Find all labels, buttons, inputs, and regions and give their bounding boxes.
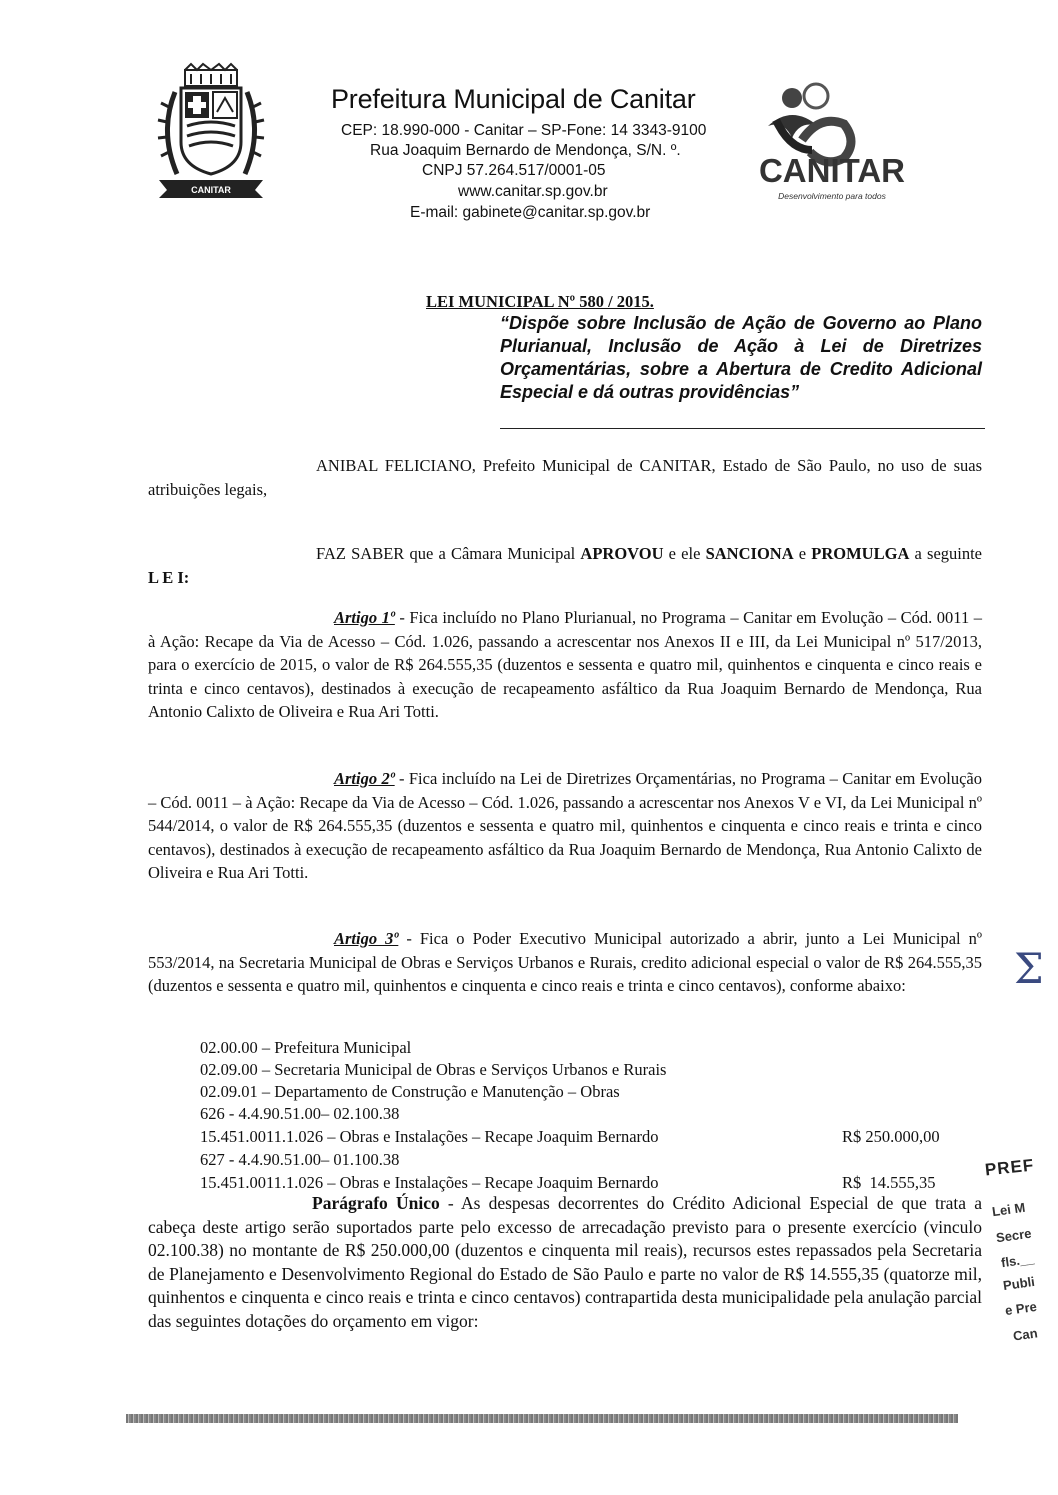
article-2-label: Artigo 2º (334, 769, 395, 788)
aprovou-text: APROVOU (580, 544, 664, 563)
intro-paragraph: ANIBAL FELICIANO, Prefeito Municipal de CANITAR, Estado de São Paulo, no uso de suas atribuições legais, (148, 456, 982, 499)
margin-stamp-line: Lei M (991, 1199, 1027, 1220)
coat-of-arms-image (155, 62, 267, 202)
article-2-text: - Fica incluído na Lei de Diretrizes Orçamentárias, no Programa – Canitar em Evolução – Cód. 0011 – à Ação: Recape da Via de Acesso – Cód. 1.026, passando a acrescentar nos Anexos V e VI, da Lei Municipal nº 544/2014, o valor de R$ 264.555,35 (duzentos e sessenta e quatro mil, quinhentos e cinquenta e cinco reais e trinta e cinco centavos), destinados à execução de recapeamento asfáltico da Rua Joaquim Bernardo de Mendonça, Rua Antonio Calixto de Oliveira e Rua Ari Totti. (148, 769, 982, 882)
promulgation-text-4: a seguinte (909, 544, 983, 563)
budget-line-7: 15.451.0011.1.026 – Obras e Instalações – Recape Joaquim Bernardo (200, 1173, 659, 1192)
margin-stamp-title: PREF (984, 1155, 1036, 1180)
header-title: Prefeitura Municipal de Canitar (331, 84, 696, 114)
sanciona-text: SANCIONA (705, 544, 794, 563)
promulga-text: PROMULGA (811, 544, 910, 563)
article-1-text: - Fica incluído no Plano Plurianual, no Programa – Canitar em Evolução – Cód. 0011 – à Ação: Recape da Via de Acesso – Cód. 1.026, passando a acrescentar nos Anexos II e III, da Lei Municipal nº 517/2013, para o exercício de 2015, o valor de R$ 264.555,35 (duzentos e sessenta e quatro mil, quinhentos e cinquenta e cinco reais e trinta e cinco centavos), destinados à execução de recapeamento asfáltico da Rua Joaquim Bernardo de Mendonça, Rua Antonio Calixto de Oliveira e Rua Ari Totti. (148, 608, 982, 721)
logo-wordmark: CANITAR (758, 152, 906, 189)
budget-line-6: 627 - 4.4.90.51.00– 01.100.38 (200, 1150, 400, 1169)
article-3 (148, 927, 982, 998)
budget-line-5: 15.451.0011.1.026 – Obras e Instalações – Recape Joaquim Bernardo (200, 1127, 659, 1146)
promulgation-text-2: e ele (663, 544, 706, 563)
article-3-text: - Fica o Poder Executivo Municipal autorizado a abrir, junto a Lei Municipal nº 553/2014, na Secretaria Municipal de Obras e Serviços Urbanos e Rurais, credito adicional especial o valor de R$ 264.555,35 (duzentos e sessenta e quatro mil, quinhentos e cinquenta e cinco reais e trinta e cinco centavos), conforme abaixo: (148, 929, 982, 995)
footer-bar (126, 1414, 958, 1423)
paragrafo-unico-text: - As despesas decorrentes do Crédito Adicional Especial de que trata a cabeça deste artigo serão suportados parte pelo excesso de arrecadação previsto para o presente exercício (vinculo 02.100.38) no montante de R$ 250.000,00 (duzentos e cinquenta mil reais), recursos estes repassados pela Secretaria de Planejamento e Desenvolvimento Regional do Estado de São Paulo e parte no valor de R$ 14.555,35 (quatorze mil, quinhentos e cinquenta e cinco reais e trinta e cinco centavos) contrapartida desta municipalidade pela anulação parcial das seguintes dotações do orçamento em vigor: (148, 1193, 982, 1331)
canitar-logo (740, 80, 925, 205)
law-title: LEI MUNICIPAL Nº 580 / 2015. (426, 292, 654, 311)
margin-stamp-line: Secre (995, 1225, 1033, 1246)
budget-amount-1: R$ 250.000,00 (842, 1127, 940, 1146)
promulgation-paragraph (148, 542, 982, 589)
header-cnpj-line: CNPJ 57.264.517/0001-05 (422, 162, 606, 179)
margin-stamp-line: Publi (1002, 1273, 1036, 1294)
budget-line-4: 626 - 4.4.90.51.00– 02.100.38 (200, 1104, 400, 1123)
margin-stamp-line: fls.__ (1000, 1250, 1036, 1271)
budget-amount-2: R$ 14.555,35 (842, 1173, 936, 1192)
paragrafo-unico-label: Parágrafo Único (312, 1193, 440, 1213)
law-ementa: “Dispõe sobre Inclusão de Ação de Governo ao Plano Plurianual, Inclusão de Ação à Lei de Diretrizes Orçamentárias, sobre a Abertura de Credito Adicional Especial e dá outras providências” (500, 313, 982, 402)
margin-stamp-line: Can (1012, 1325, 1039, 1344)
promulgation-text: FAZ SABER que a Câmara Municipal (316, 544, 581, 563)
article-3-label: Artigo 3º (334, 929, 399, 948)
paragrafo-unico (148, 1192, 982, 1333)
article-1 (148, 606, 982, 724)
budget-line-3: 02.09.01 – Departamento de Construção e Manutenção – Obras (200, 1082, 620, 1101)
budget-line-2: 02.09.00 – Secretaria Municipal de Obras e Serviços Urbanos e Rurais (200, 1060, 667, 1079)
header-address-line: Rua Joaquim Bernardo de Mendonça, S/N. º. (370, 142, 681, 159)
ementa-divider (500, 428, 985, 429)
header-cep-line: CEP: 18.990-000 - Canitar – SP-Fone: 14 3343-9100 (341, 122, 707, 139)
margin-stamp-line: e Pre (1004, 1298, 1038, 1319)
budget-line-1: 02.00.00 – Prefeitura Municipal (200, 1038, 412, 1057)
article-1-label: Artigo 1º (334, 608, 395, 627)
logo-tagline: Desenvolvimento para todos (778, 191, 886, 201)
coat-label: CANITAR (191, 185, 231, 195)
article-2 (148, 767, 982, 885)
handwritten-mark: Σ (1014, 944, 1044, 993)
header-website-line: www.canitar.sp.gov.br (458, 183, 608, 200)
header-email-line: E-mail: gabinete@canitar.sp.gov.br (410, 204, 651, 221)
lei-text: L E I: (148, 567, 190, 587)
promulgation-text-3: e (793, 544, 812, 563)
